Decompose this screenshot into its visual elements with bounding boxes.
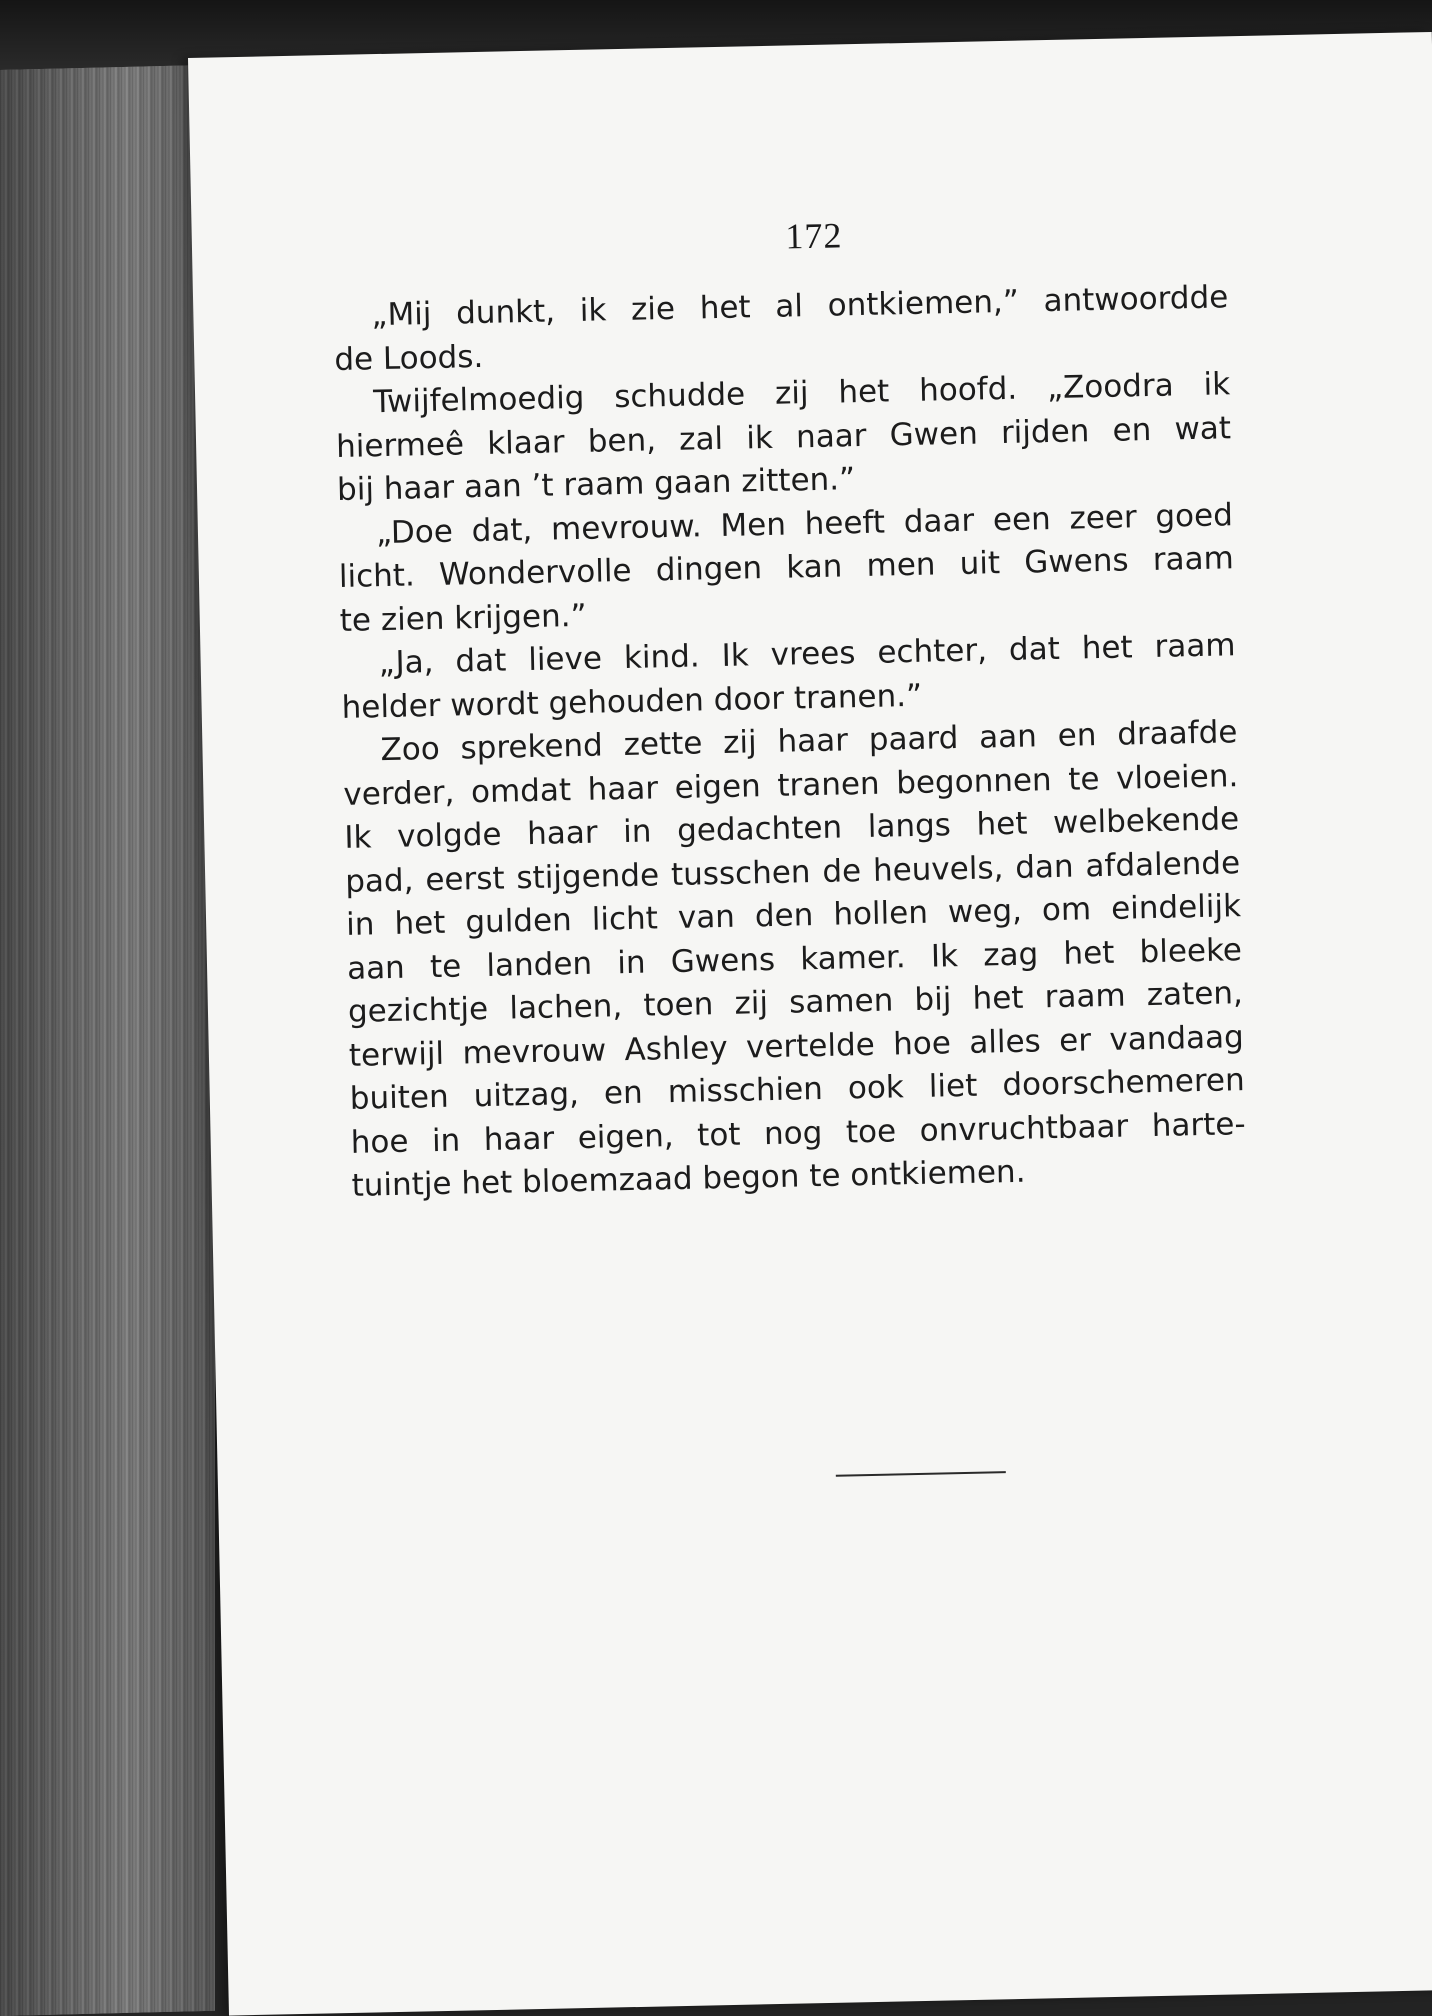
text-line: hoe in haar eigen, tot nog toe onvruchtbaar harte- bbox=[350, 1105, 1246, 1161]
body-text bbox=[333, 276, 1247, 1208]
text-line: bij haar aan ’t raam gaan zitten.” bbox=[336, 461, 856, 508]
text-line: verder, omdat haar eigen tranen begonnen te vloeien. bbox=[343, 757, 1239, 813]
text-line: helder wordt gehouden door tranen.” bbox=[341, 677, 923, 726]
text-line: buiten uitzag, en misschien ook liet doorschemeren bbox=[349, 1062, 1246, 1117]
text-line: terwijl mevrouw Ashley vertelde hoe alles er vandaag bbox=[348, 1018, 1245, 1074]
text-line: Zoo sprekend zette zij haar paard aan en draafde bbox=[380, 714, 1238, 769]
text-line: Twijfelmoedig schudde zij het hoofd. „Zoodra ik bbox=[372, 366, 1231, 421]
text-line: „Doe dat, mevrouw. Men heeft daar een zeer goed bbox=[375, 496, 1234, 551]
text-line: pad, eerst stijgende tusschen de heuvels, dan afdalende bbox=[344, 844, 1241, 900]
text-line: „Ja, dat lieve kind. Ik vrees echter, dat het raam bbox=[378, 627, 1236, 682]
text-line: gezichtje lachen, toen zij samen bij het raam zaten, bbox=[347, 975, 1244, 1030]
page-number: 172 bbox=[784, 215, 843, 257]
section-end-rule bbox=[836, 1471, 1006, 1477]
text-line: licht. Wondervolle dingen kan men uit Gwens raam bbox=[338, 540, 1235, 595]
book-page bbox=[188, 32, 1432, 2016]
text-line: aan te landen in Gwens kamer. Ik zag het bleeke bbox=[346, 931, 1243, 987]
text-line: in het gulden licht van den hollen weg, om eindelijk bbox=[345, 888, 1242, 943]
text-line: hiermeê klaar ben, zal ik naar Gwen rijden en wat bbox=[335, 409, 1232, 465]
text-line: Ik volgde haar in gedachten langs het welbekende bbox=[343, 801, 1240, 856]
text-line: tuintje het bloemzaad begon te ontkiemen. bbox=[351, 1153, 1026, 1204]
page-edges bbox=[0, 65, 215, 2016]
text-line: te zien krijgen.” bbox=[339, 597, 587, 639]
text-line: de Loods. bbox=[333, 338, 484, 378]
text-line: „Mij dunkt, ik zie het al ontkiemen,” antwoordde bbox=[371, 279, 1229, 334]
